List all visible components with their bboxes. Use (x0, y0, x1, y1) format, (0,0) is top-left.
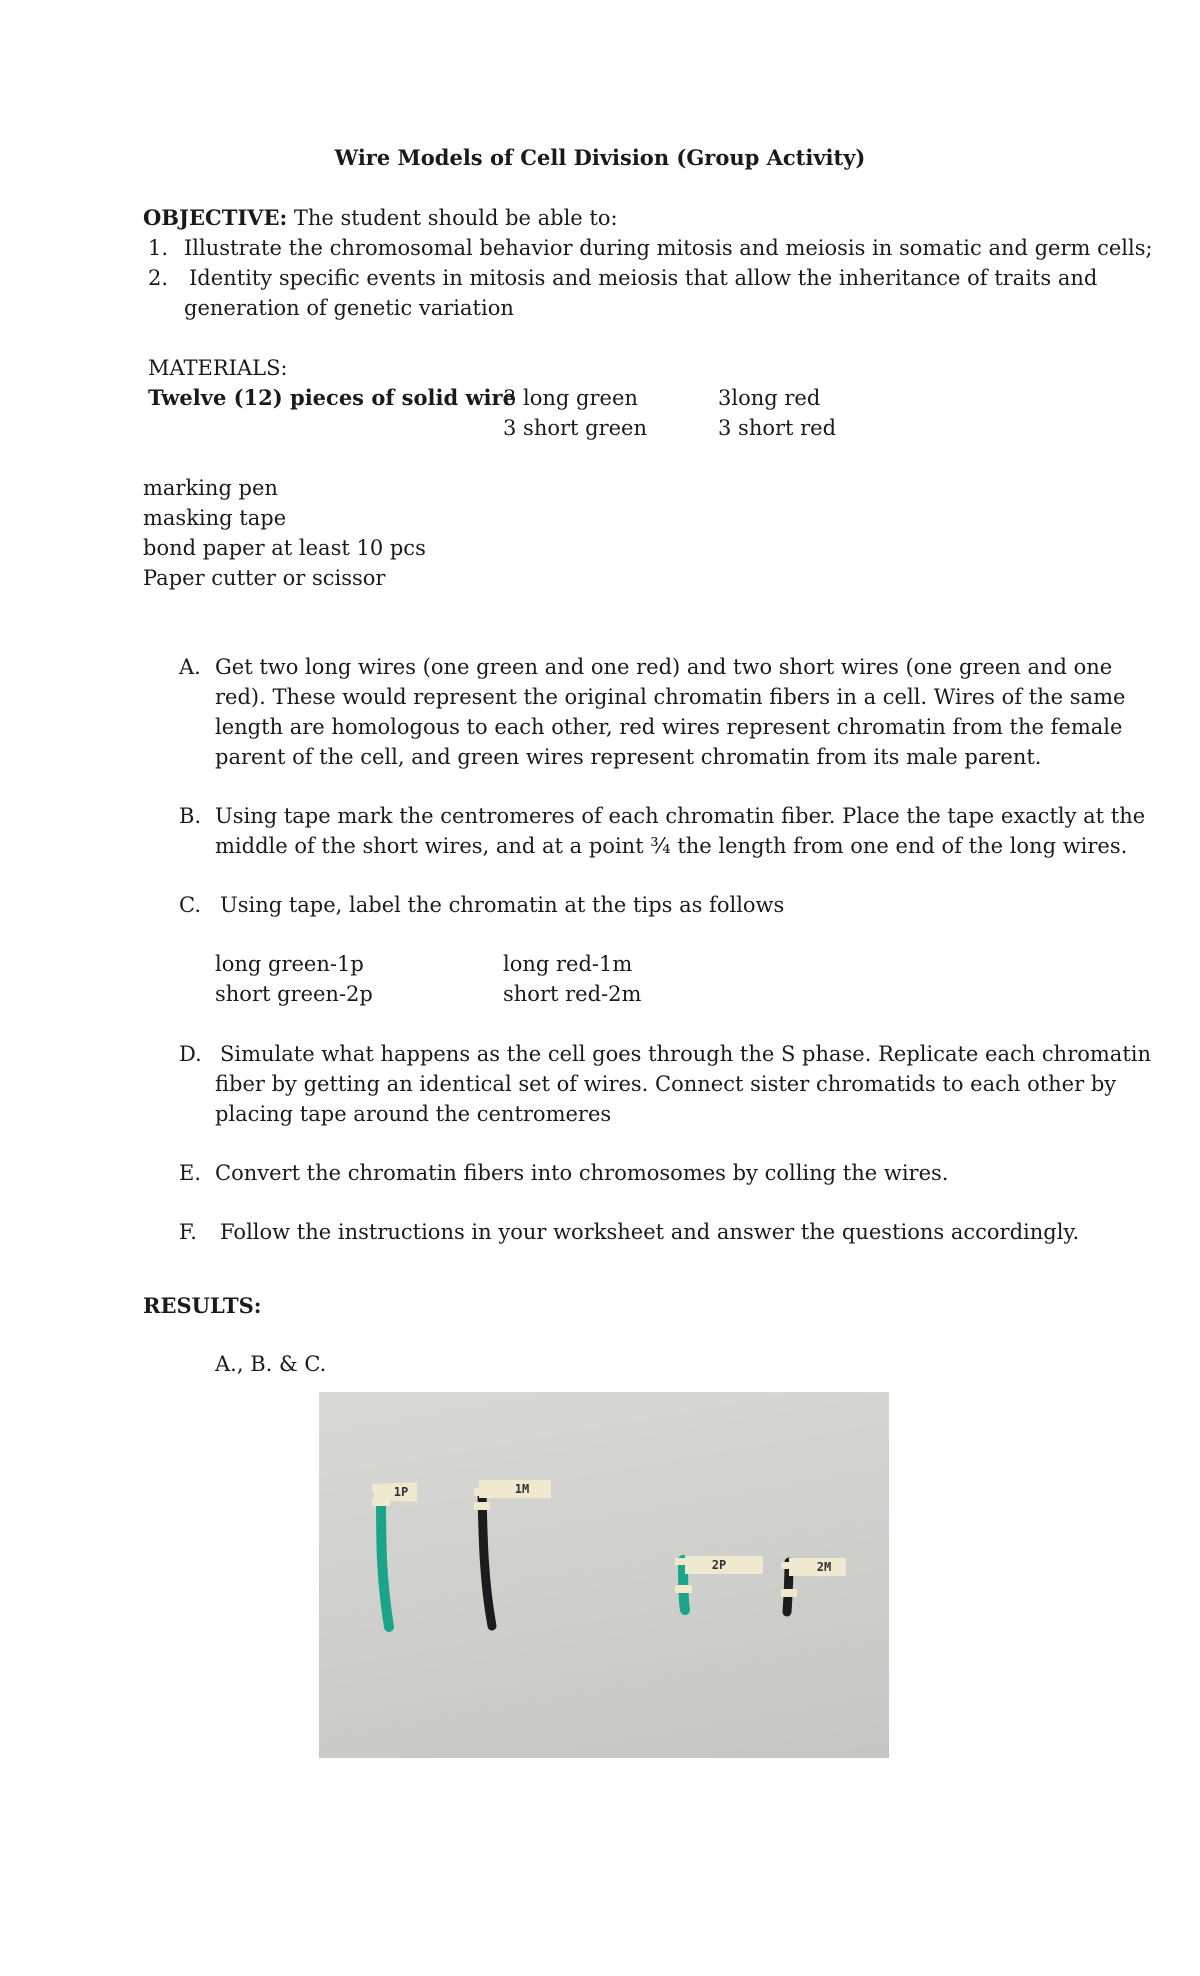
wire-long-green (381, 1492, 389, 1627)
tape-band (675, 1585, 692, 1593)
step-d-letter: D. (179, 1042, 202, 1066)
materials-item: Paper cutter or scissor (143, 566, 386, 590)
step-a-line: Get two long wires (one green and one red) and two short wires (one green and one (215, 655, 1113, 679)
step-c-letter: C. (179, 893, 201, 917)
tag-2m: 2M (816, 1560, 832, 1574)
tag-1m: 1M (514, 1482, 530, 1496)
step-c-text: Using tape, label the chromatin at the tips as follows (220, 893, 785, 917)
objective-item-1-number: 1. (148, 236, 169, 260)
step-a-line: red). These would represent the original chromatin fibers in a cell. Wires of the same (215, 685, 1126, 709)
objective-item-2-text: Identity specific events in mitosis and meiosis that allow the inheritance of traits and (189, 266, 1098, 290)
materials-green-long: 3 long green (503, 386, 638, 410)
step-f-letter: F. (179, 1220, 197, 1244)
step-b-letter: B. (179, 804, 202, 828)
results-heading: RESULTS: (143, 1293, 262, 1318)
wire-short-red (787, 1562, 789, 1612)
label-long-red: long red-1m (503, 952, 633, 976)
objective-intro: The student should be able to: (293, 206, 618, 230)
wire-model-illustration (319, 1392, 889, 1758)
tag-1p: 1P (393, 1485, 409, 1499)
label-short-red: short red-2m (503, 982, 642, 1006)
materials-item: bond paper at least 10 pcs (143, 536, 426, 560)
materials-heading: MATERIALS: (148, 356, 288, 380)
step-a-letter: A. (179, 655, 201, 679)
label-short-green: short green-2p (215, 982, 373, 1006)
materials-wire-label: Twelve (12) pieces of solid wire (148, 385, 516, 410)
wire-model-photo (319, 1392, 889, 1758)
step-f-text: Follow the instructions in your worksheet and answer the questions accordingly. (220, 1220, 1080, 1244)
materials-red-short: 3 short red (718, 416, 837, 440)
label-long-green: long green-1p (215, 952, 364, 976)
objective-line (143, 203, 618, 233)
step-b-line: middle of the short wires, and at a point ¾ the length from one end of the long wires. (215, 834, 1128, 858)
tape-band (781, 1589, 797, 1597)
tape-band (474, 1502, 490, 1510)
materials-green-short: 3 short green (503, 416, 647, 440)
materials-item: marking pen (143, 476, 278, 500)
step-d-line: placing tape around the centromeres (215, 1102, 612, 1126)
objective-label: OBJECTIVE: (143, 205, 288, 230)
document-title: Wire Models of Cell Division (Group Activity) (334, 145, 866, 170)
wire-long-red (482, 1492, 492, 1626)
objective-item-2-text-cont: generation of genetic variation (184, 296, 514, 320)
step-d-line: fiber by getting an identical set of wires. Connect sister chromatids to each other by (215, 1072, 1117, 1096)
objective-item-1-text: Illustrate the chromosomal behavior during mitosis and meiosis in somatic and germ cells; (184, 236, 1153, 260)
step-d-line: Simulate what happens as the cell goes through the S phase. Replicate each chromatin (220, 1042, 1152, 1066)
tag-2p: 2P (711, 1558, 727, 1572)
materials-item: masking tape (143, 506, 287, 530)
step-a-line: parent of the cell, and green wires represent chromatin from its male parent. (215, 745, 1042, 769)
step-e-letter: E. (179, 1161, 202, 1185)
step-b-line: Using tape mark the centromeres of each chromatin fiber. Place the tape exactly at the (215, 804, 1146, 828)
objective-item-2-number: 2. (148, 266, 169, 290)
materials-red-long: 3long red (718, 386, 821, 410)
step-a-line: length are homologous to each other, red wires represent chromatin from the female (215, 715, 1123, 739)
step-e-text: Convert the chromatin fibers into chromosomes by colling the wires. (215, 1161, 949, 1185)
results-subheading: A., B. & C. (215, 1352, 327, 1376)
